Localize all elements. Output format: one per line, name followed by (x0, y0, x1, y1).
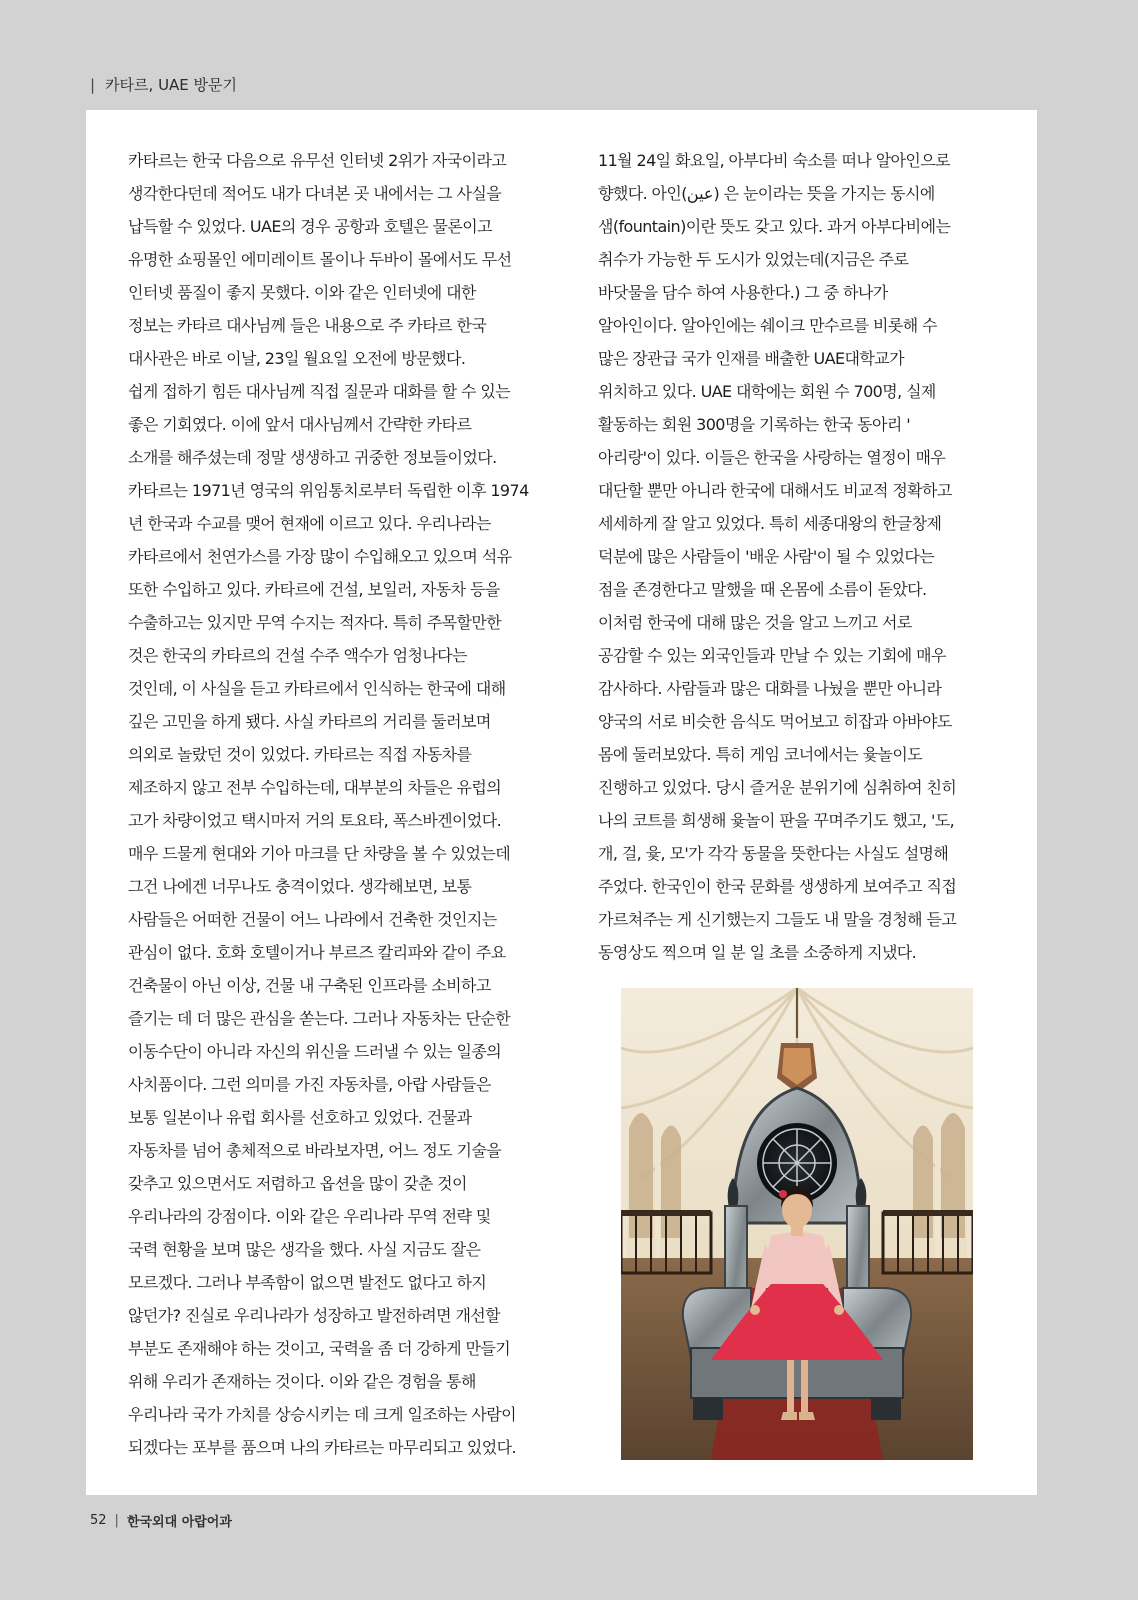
text-line: 주었다. 한국인이 한국 문화를 생생하게 보여주고 직접 (598, 877, 957, 896)
page-footer (90, 1511, 232, 1530)
footer-divider: | (114, 1513, 119, 1528)
text-line: 세세하게 잘 알고 있었다. 특히 세종대왕의 한글창제 (598, 514, 942, 533)
text-line: 매우 드물게 현대와 기아 마크를 단 차량을 볼 수 있었는데 (128, 844, 511, 863)
text-line: 나의 코트를 희생해 윷놀이 판을 꾸며주기도 했고, '도, (598, 811, 955, 830)
text-line: 소개를 해주셨는데 정말 생생하고 귀중한 정보들이었다. (128, 448, 497, 467)
text-line: 깊은 고민을 하게 됐다. 사실 카타르의 거리를 둘러보며 (128, 712, 491, 731)
text-line: 이처럼 한국에 대해 많은 것을 알고 느끼고 서로 (598, 613, 912, 632)
text-line: 카타르에서 천연가스를 가장 많이 수입해오고 있으며 석유 (128, 547, 512, 566)
text-line: 향했다. 아인(عين) 은 눈이라는 뜻을 가지는 동시에 (598, 184, 935, 203)
header-divider: | (90, 75, 96, 94)
text-line: 않던가? 진실로 우리나라가 성장하고 발전하려면 개선할 (128, 1306, 501, 1325)
text-line: 년 한국과 수교를 맺어 현재에 이르고 있다. 우리나라는 (128, 514, 491, 533)
text-line: 덕분에 많은 사람들이 '배운 사람'이 될 수 있었다는 (598, 547, 935, 566)
text-line: 되겠다는 포부를 품으며 나의 카타르는 마무리되고 있었다. (128, 1438, 516, 1457)
running-header (90, 74, 237, 95)
text-line: 가르쳐주는 게 신기했는지 그들도 내 말을 경청해 듣고 (598, 910, 957, 929)
text-line: 모르겠다. 그러나 부족함이 없으면 발전도 없다고 하지 (128, 1273, 487, 1292)
text-line: 것은 한국의 카타르의 건설 수주 액수가 엄청나다는 (128, 646, 467, 665)
text-line: 공감할 수 있는 외국인들과 만날 수 있는 기회에 매우 (598, 646, 946, 665)
text-line: 유명한 쇼핑몰인 에미레이트 몰이나 두바이 몰에서도 무선 (128, 250, 512, 269)
text-line: 쉽게 접하기 힘든 대사님께 직접 질문과 대화를 할 수 있는 (128, 382, 511, 401)
text-line: 11월 24일 화요일, 아부다비 숙소를 떠나 알아인으로 (598, 151, 950, 170)
text-line: 갖추고 있으면서도 저렴하고 옵션을 많이 갖춘 것이 (128, 1174, 467, 1193)
article-page (86, 110, 1037, 1495)
text-line: 취수가 가능한 두 도시가 있었는데(지금은 주로 (598, 250, 909, 269)
text-line: 수출하고는 있지만 무역 수지는 적자다. 특히 주목할만한 (128, 613, 502, 632)
magazine-name: 한국외대 아랍어과 (126, 1515, 232, 1530)
text-line: 건축물이 아닌 이상, 건물 내 구축된 인프라를 소비하고 (128, 976, 491, 995)
text-line: 그건 나에겐 너무나도 충격이었다. 생각해보면, 보통 (128, 877, 472, 896)
text-line: 사람들은 어떠한 건물이 어느 나라에서 건축한 것인지는 (128, 910, 497, 929)
text-line: 대사관은 바로 이날, 23일 월요일 오전에 방문했다. (128, 349, 466, 368)
text-line: 알아인이다. 알아인에는 쉐이크 만수르를 비롯해 수 (598, 316, 937, 335)
text-line: 우리나라의 강점이다. 이와 같은 우리나라 무역 전략 및 (128, 1207, 491, 1226)
text-line: 의외로 놀랐던 것이 있었다. 카타르는 직접 자동차를 (128, 745, 472, 764)
text-line: 많은 장관급 국가 인재를 배출한 UAE대학교가 (598, 349, 904, 368)
text-line: 동영상도 찍으며 일 분 일 초를 소중하게 지냈다. (598, 943, 917, 962)
text-line: 정보는 카타르 대사님께 들은 내용으로 주 카타르 한국 (128, 316, 487, 335)
text-line: 카타르는 1971년 영국의 위임통치로부터 독립한 이후 1974 (128, 481, 529, 500)
text-line: 위치하고 있다. UAE 대학에는 회원 수 700명, 실제 (598, 382, 936, 401)
article-left-column (128, 144, 568, 1464)
text-line: 관심이 없다. 호화 호텔이거나 부르즈 칼리파와 같이 주요 (128, 943, 506, 962)
text-line: 것인데, 이 사실을 듣고 카타르에서 인식하는 한국에 대해 (128, 679, 506, 698)
text-line: 자동차를 넘어 총체적으로 바라보자면, 어느 정도 기술을 (128, 1141, 502, 1160)
text-line: 카타르는 한국 다음으로 유무선 인터넷 2위가 자국이라고 (128, 151, 507, 170)
text-line: 우리나라 국가 가치를 상승시키는 데 크게 일조하는 사람이 (128, 1405, 516, 1424)
text-line: 또한 수입하고 있다. 카타르에 건설, 보일러, 자동차 등을 (128, 580, 500, 599)
text-line: 사치품이다. 그런 의미를 가진 자동차를, 아랍 사람들은 (128, 1075, 491, 1094)
text-line: 감사하다. 사람들과 많은 대화를 나눴을 뿐만 아니라 (598, 679, 942, 698)
text-line: 이동수단이 아니라 자신의 위신을 드러낼 수 있는 일종의 (128, 1042, 502, 1061)
text-line: 좋은 기회였다. 이에 앞서 대사님께서 간략한 카타르 (128, 415, 472, 434)
text-line: 위해 우리가 존재하는 것이다. 이와 같은 경험을 통해 (128, 1372, 476, 1391)
article-photo (621, 988, 973, 1460)
text-line: 샘(fountain)이란 뜻도 갖고 있다. 과거 아부다비에는 (598, 217, 951, 236)
text-line: 부분도 존재해야 하는 것이고, 국력을 좀 더 강하게 만들기 (128, 1339, 511, 1358)
text-line: 제조하지 않고 전부 수입하는데, 대부분의 차들은 유럽의 (128, 778, 502, 797)
text-line: 점을 존경한다고 말했을 때 온몸에 소름이 돋았다. (598, 580, 927, 599)
article-right-column (598, 144, 1008, 969)
text-line: 인터넷 품질이 좋지 못했다. 이와 같은 인터넷에 대한 (128, 283, 476, 302)
text-line: 납득할 수 있었다. UAE의 경우 공항과 호텔은 물론이고 (128, 217, 492, 236)
text-line: 아리랑'이 있다. 이들은 한국을 사랑하는 열정이 매우 (598, 448, 946, 467)
text-line: 고가 차량이었고 택시마저 거의 토요타, 폭스바겐이었다. (128, 811, 502, 830)
text-line: 대단할 뿐만 아니라 한국에 대해서도 비교적 정확하고 (598, 481, 952, 500)
text-line: 활동하는 회원 300명을 기록하는 한국 동아리 ' (598, 415, 911, 434)
text-line: 양국의 서로 비슷한 음식도 먹어보고 히잡과 아바야도 (598, 712, 952, 731)
text-line: 보통 일본이나 유럽 회사를 선호하고 있었다. 건물과 (128, 1108, 472, 1127)
text-line: 생각한다던데 적어도 내가 다녀본 곳 내에서는 그 사실을 (128, 184, 502, 203)
text-line: 몸에 둘러보았다. 특히 게임 코너에서는 윷놀이도 (598, 745, 923, 764)
text-line: 개, 걸, 윷, 모'가 각각 동물을 뜻한다는 사실도 설명해 (598, 844, 949, 863)
text-line: 진행하고 있었다. 당시 즐거운 분위기에 심취하여 친히 (598, 778, 957, 797)
text-line: 국력 현황을 보며 많은 생각을 했다. 사실 지금도 잘은 (128, 1240, 481, 1259)
page-number: 52 (90, 1513, 107, 1528)
text-line: 즐기는 데 더 많은 관심을 쏟는다. 그러나 자동차는 단순한 (128, 1009, 511, 1028)
text-line: 바닷물을 담수 하여 사용한다.) 그 중 하나가 (598, 283, 888, 302)
header-title: 카타르, UAE 방문기 (105, 76, 238, 94)
